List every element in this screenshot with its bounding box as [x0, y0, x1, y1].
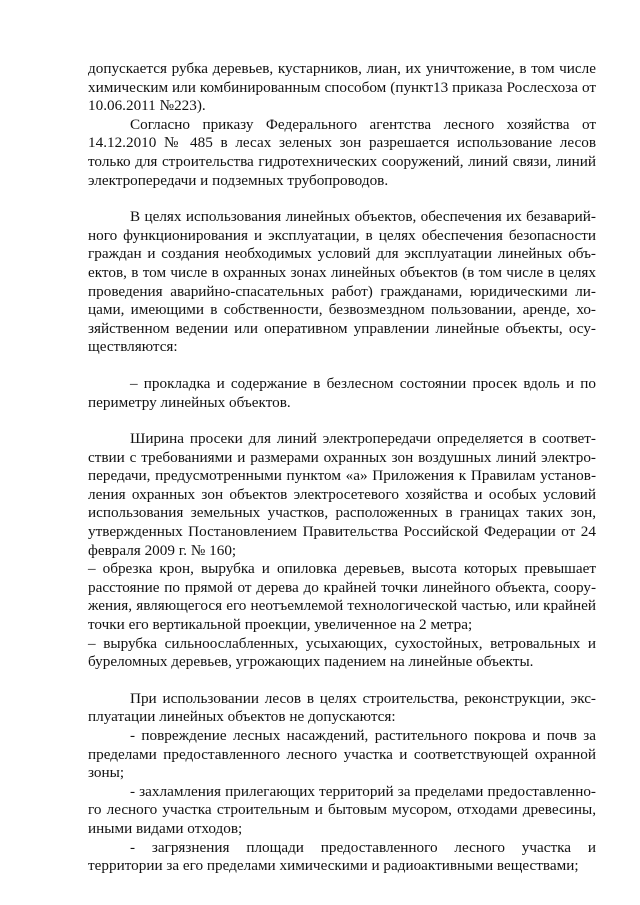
list-item-clearings: – прокладка и содержание в безлесном состоянии просек вдоль и по периметру линейных объектов. [88, 374, 596, 411]
paragraph-green-zones: Согласно приказу Федерального агентства лесного хозяйства от 14.12.2010 № 485 в лесах зеленых зон разрешается использование лесов только для строительства гидротехнических сооружений, линий связи, линий электропередачи и подземных трубопроводов. [88, 115, 596, 189]
document-page [88, 60, 596, 876]
list-item-pollution: - загрязнения площади предоставленного лесного участка и территории за его пределами химическими и радиоактивными веществами; [88, 838, 596, 875]
list-item-damage: - повреждение лесных насаждений, растительного покрова и почв за пределами предоставленного лесного участка и соответствующей охранной зоны; [88, 727, 596, 782]
paragraph-logging-allowed: допускается рубка деревьев, кустарников, лиан, их уничтожение, в том числе химическим или комбинированным способом (пункт13 приказа Рослесхоза от 10.06.2011 №223). [88, 60, 596, 115]
list-item-littering: - захламления прилегающих территорий за пределами предоставленно-го лесного участка строительным и бытовым мусором, отходами древесины, иными видами отходов; [88, 782, 596, 837]
list-item-crown-trimming: – обрезка крон, вырубка и опиловка деревьев, высота которых превышает расстояние по прямой от дерева до крайней точки линейного объекта, соору-жения, являющегося его неотъемлемой технологической частью, или крайней точки его вертикальной проекции, увеличенное на 2 метра; [88, 560, 596, 634]
paragraph-not-allowed: При использовании лесов в целях строительства, реконструкции, экс-плуатации линейных объектов не допускаются: [88, 689, 596, 726]
paragraph-clearing-width: Ширина просеки для линий электропередачи определяется в соответ-ствии с требованиями и размерами охранных зон воздушных линий электро-передачи, предусмотренными пунктом «а» Приложения к Правилам установ-ления охранных зон объектов электросетевого хозяйства и особых условий использования земельных участков, расположенных в границах таких зон, утвержденных Постановлением Правительства Российской Федерации от 24 февраля 2009 г. № 160; [88, 430, 596, 559]
list-item-weak-trees: – вырубка сильноослабленных, усыхающих, сухостойных, ветровальных и буреломных деревьев, угрожающих падением на линейные объекты. [88, 634, 596, 671]
paragraph-linear-objects: В целях использования линейных объектов, обеспечения их безаварий-ного функционирования и эксплуатации, в целях обеспечения безопасности граждан и создания необходимых условий для эксплуатации линейных объ-ектов, в том числе в охранных зонах линейных объектов (в том числе в целях проведения аварийно-спасательных работ) гражданами, юридическими ли-цами, имеющими в собственности, безвозмездном пользовании, аренде, хо-зяйственном ведении или оперативном управлении линейные объекты, осу-ществляются: [88, 208, 596, 356]
